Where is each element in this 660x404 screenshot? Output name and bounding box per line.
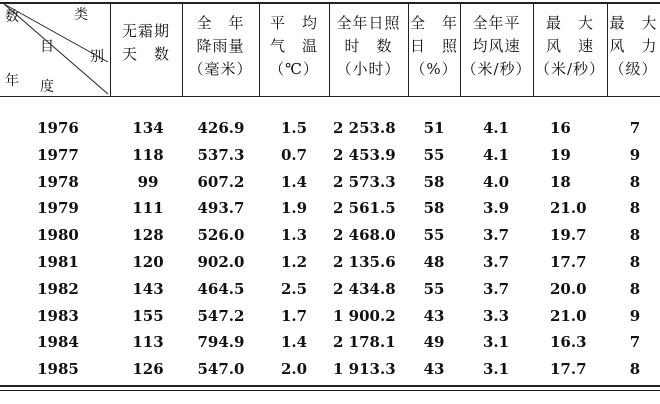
cell-sunshine-percent: 58 (423, 172, 445, 191)
cell-temperature: 2.0 (280, 360, 308, 379)
cell-wind-speed: 4.1 (482, 119, 510, 137)
cell-sunshine-hours: 2 135.6 (333, 253, 396, 271)
cell-sunshine-percent: 43 (423, 360, 445, 379)
cell-temperature: 1.2 (280, 253, 308, 271)
header-annual-rainfall: 全 年 降雨量 （毫米） (188, 14, 253, 78)
cell-max-wind-speed: 21.0 (550, 306, 587, 325)
corner-label-mu: 目 (40, 39, 54, 55)
cell-wind-speed: 3.7 (482, 279, 510, 298)
cell-rainfall: 547.0 (197, 360, 245, 379)
cell-year: 1979 (37, 199, 79, 218)
cell-temperature: 1.3 (280, 226, 308, 245)
cell-frost-free-days: 120 (132, 253, 164, 271)
cell-frost-free-days: 134 (132, 119, 164, 137)
header-max-wind-force: 最 大 风 力 （级） (609, 14, 658, 78)
header-max-wind-speed: 最 大 风 速 （米/秒） (534, 14, 606, 78)
table-row (0, 169, 660, 196)
cell-frost-free-days: 111 (132, 199, 164, 218)
table-row (0, 356, 660, 383)
cell-max-wind-force: 8 (629, 226, 641, 245)
cell-sunshine-hours: 1 900.2 (333, 306, 396, 325)
cell-max-wind-force: 8 (629, 199, 641, 218)
cell-sunshine-percent: 55 (423, 226, 445, 245)
cell-wind-speed: 3.1 (482, 360, 510, 379)
cell-sunshine-percent: 43 (423, 306, 445, 325)
cell-sunshine-hours: 2 178.1 (333, 333, 396, 352)
cell-year: 1984 (37, 333, 79, 352)
cell-max-wind-force: 8 (629, 279, 641, 298)
cell-max-wind-force: 8 (629, 360, 641, 379)
cell-temperature: 1.4 (280, 172, 308, 191)
cell-temperature: 1.9 (280, 199, 308, 218)
table-row (0, 276, 660, 303)
cell-rainfall: 902.0 (197, 253, 245, 271)
cell-max-wind-speed: 16.3 (550, 333, 587, 352)
corner-label-shu: 数 (5, 9, 19, 25)
cell-max-wind-speed: 20.0 (550, 279, 587, 298)
cell-temperature: 1.4 (280, 333, 308, 352)
cell-rainfall: 493.7 (197, 199, 245, 218)
cell-max-wind-force: 7 (629, 119, 641, 137)
cell-sunshine-hours: 2 468.0 (333, 226, 396, 245)
cell-frost-free-days: 126 (132, 360, 164, 379)
cell-rainfall: 464.5 (197, 279, 245, 298)
cell-sunshine-hours: 2 253.8 (333, 119, 396, 137)
cell-wind-speed: 3.1 (482, 333, 510, 352)
cell-rainfall: 537.3 (197, 145, 245, 164)
cell-year: 1983 (37, 306, 79, 325)
cell-frost-free-days: 118 (132, 145, 164, 164)
cell-sunshine-percent: 58 (423, 199, 445, 218)
cell-sunshine-hours: 2 434.8 (333, 279, 396, 298)
cell-frost-free-days: 128 (132, 226, 164, 245)
header-frost-free-days: 无霜期 天 数 (121, 22, 170, 63)
corner-label-du: 度 (40, 79, 54, 95)
cell-wind-speed: 3.3 (482, 306, 510, 325)
header-mean-temperature: 平 均 气 温 （℃） (269, 14, 319, 78)
cell-max-wind-force: 7 (629, 333, 641, 352)
header-sunshine-hours: 全年日照 时 数 （小时） (336, 14, 401, 78)
cell-wind-speed: 3.9 (482, 199, 510, 218)
cell-wind-speed: 4.0 (482, 172, 510, 191)
cell-frost-free-days: 155 (132, 306, 164, 325)
cell-max-wind-speed: 18 (550, 172, 571, 191)
corner-label-bie: 别 (90, 49, 104, 65)
table-row (0, 303, 660, 330)
cell-max-wind-force: 8 (629, 253, 641, 271)
cell-frost-free-days: 99 (137, 172, 159, 191)
cell-year: 1985 (37, 360, 79, 379)
cell-sunshine-percent: 48 (423, 253, 445, 271)
cell-max-wind-speed: 17.7 (550, 253, 587, 271)
table-row (0, 249, 660, 276)
cell-year: 1976 (37, 119, 79, 137)
cell-rainfall: 526.0 (197, 226, 245, 245)
cell-frost-free-days: 143 (132, 279, 164, 298)
cell-year: 1982 (37, 279, 79, 298)
table-row (0, 329, 660, 356)
cell-sunshine-percent: 55 (423, 279, 445, 298)
cell-sunshine-hours: 1 913.3 (333, 360, 396, 379)
cell-max-wind-speed: 21.0 (550, 199, 587, 218)
cell-max-wind-force: 9 (629, 306, 641, 325)
cell-max-wind-speed: 19 (550, 145, 571, 164)
cell-max-wind-speed: 19.7 (550, 226, 587, 245)
cell-frost-free-days: 113 (132, 333, 164, 352)
cell-wind-speed: 4.1 (482, 145, 510, 164)
cell-year: 1981 (37, 253, 79, 271)
cell-rainfall: 607.2 (197, 172, 245, 191)
cell-sunshine-percent: 51 (423, 119, 445, 137)
cell-sunshine-hours: 2 561.5 (333, 199, 396, 218)
table-row (0, 195, 660, 222)
cell-temperature: 1.7 (280, 306, 308, 325)
table-row (0, 115, 660, 142)
cell-rainfall: 426.9 (197, 119, 245, 137)
header-mean-wind-speed: 全年平 均风速 （米/秒） (461, 14, 532, 78)
table-bottom-rule-2 (0, 390, 660, 391)
cell-sunshine-percent: 49 (423, 333, 445, 352)
cell-max-wind-force: 9 (629, 145, 641, 164)
cell-rainfall: 794.9 (197, 333, 245, 352)
cell-temperature: 0.7 (280, 145, 308, 164)
cell-max-wind-speed: 16 (550, 119, 571, 137)
corner-label-lei: 类 (74, 7, 88, 23)
cell-sunshine-hours: 2 453.9 (333, 145, 396, 164)
header-sunshine-percent: 全 年 日 照 （%） (409, 14, 458, 78)
table-row (0, 142, 660, 169)
cell-year: 1977 (37, 145, 79, 164)
cell-max-wind-force: 8 (629, 172, 641, 191)
cell-temperature: 2.5 (280, 279, 308, 298)
cell-wind-speed: 3.7 (482, 253, 510, 271)
table-bottom-rule (0, 385, 660, 387)
cell-year: 1978 (37, 172, 79, 191)
cell-sunshine-hours: 2 573.3 (333, 172, 396, 191)
corner-label-nian: 年 (5, 73, 19, 89)
cell-sunshine-percent: 55 (423, 145, 445, 164)
cell-rainfall: 547.2 (197, 306, 245, 325)
cell-wind-speed: 3.7 (482, 226, 510, 245)
cell-max-wind-speed: 17.7 (550, 360, 587, 379)
cell-year: 1980 (37, 226, 79, 245)
table-row (0, 222, 660, 249)
cell-temperature: 1.5 (280, 119, 308, 137)
